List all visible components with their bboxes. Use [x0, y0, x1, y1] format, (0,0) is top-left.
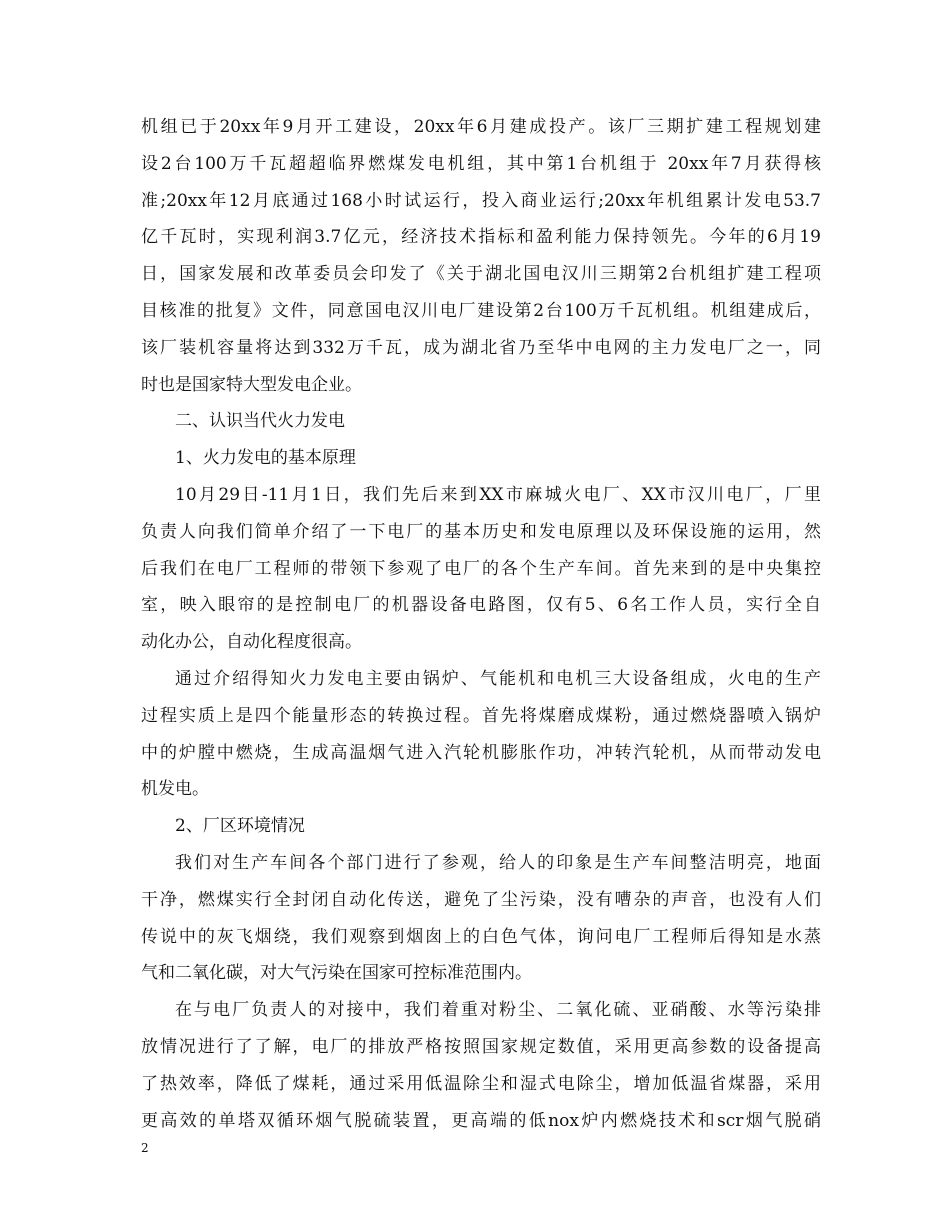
text-line: 干净，燃煤实行全封闭自动化传送，避免了尘污染，没有嘈杂的声音，也没有人们: [141, 889, 821, 910]
text-line: 了热效率，降低了煤耗，通过采用低温除尘和湿式电除尘，增加低温省煤器，采用: [141, 1073, 821, 1094]
text-line: 传说中的灰飞烟绕，我们观察到烟囱上的白色气体，询问电厂工程师后得知是水蒸: [141, 926, 821, 947]
text-line: 该厂装机容量将达到332万千瓦，成为湖北省乃至华中电网的主力发电厂之一，同: [141, 337, 821, 358]
section-heading: 二、认识当代火力发电: [175, 411, 345, 432]
page-number: 2: [141, 1141, 149, 1155]
text-line: 机发电。: [141, 779, 209, 800]
paragraph-first-line: 通过介绍得知火力发电主要由锅炉、气能机和电机三大设备组成，火电的生产: [175, 668, 821, 689]
text-line: 目核准的批复》文件，同意国电汉川电厂建设第2台100万千瓦机组。机组建成后，: [141, 300, 821, 321]
document-body: [141, 109, 821, 1139]
paragraph-first-line: 10月29日-11月1日，我们先后来到XX市麻城火电厂、XX市汉川电厂，厂里: [175, 484, 821, 505]
text-line: 中的炉膛中燃烧，生成高温烟气进入汽轮机膨胀作功，冲转汽轮机，从而带动发电: [141, 742, 821, 763]
text-line: 负责人向我们简单介绍了一下电厂的基本历史和发电原理以及环保设施的运用，然: [141, 521, 821, 542]
text-line: 时也是国家特大型发电企业。: [141, 374, 362, 395]
text-line: 亿千瓦时，实现利润3.7亿元，经济技术指标和盈利能力保持领先。今年的6月19: [141, 227, 821, 248]
text-line: 机组已于20xx年9月开工建设，20xx年6月建成投产。该厂三期扩建工程规划建: [141, 117, 821, 137]
text-line: 放情况进行了了解，电厂的排放严格按照国家规定数值，采用更高参数的设备提高: [141, 1036, 821, 1057]
paragraph-first-line: 我们对生产车间各个部门进行了参观，给人的印象是生产车间整洁明亮，地面: [175, 852, 821, 873]
text-line: 气和二氧化碳，对大气污染在国家可控标准范围内。: [141, 963, 532, 984]
text-line: 设2台100万千瓦超超临界燃煤发电机组，其中第1台机组于 20xx年7月获得核: [141, 153, 821, 174]
subsection-heading: 1、火力发电的基本原理: [175, 448, 356, 469]
text-line: 过程实质上是四个能量形态的转换过程。首先将煤磨成煤粉，通过燃烧器喷入锅炉: [141, 705, 821, 726]
text-line: 室，映入眼帘的是控制电厂的机器设备电路图，仅有5、6名工作人员，实行全自: [141, 595, 821, 616]
text-line: 准;20xx年12月底通过168小时试运行，投入商业运行;20xx年机组累计发电53.7: [141, 190, 821, 211]
text-line: 日，国家发展和改革委员会印发了《关于湖北国电汉川三期第2台机组扩建工程项: [141, 264, 821, 285]
text-line: 更高效的单塔双循环烟气脱硫装置，更高端的低nox炉内燃烧技术和scr烟气脱硝: [141, 1110, 821, 1131]
paragraph-first-line: 在与电厂负责人的对接中，我们着重对粉尘、二氧化硫、亚硝酸、水等污染排: [175, 1000, 821, 1021]
text-line: 后我们在电厂工程师的带领下参观了电厂的各个生产车间。首先来到的是中央集控: [141, 558, 821, 579]
text-line: 动化办公，自动化程度很高。: [141, 632, 362, 653]
subsection-heading: 2、厂区环境情况: [175, 816, 305, 837]
